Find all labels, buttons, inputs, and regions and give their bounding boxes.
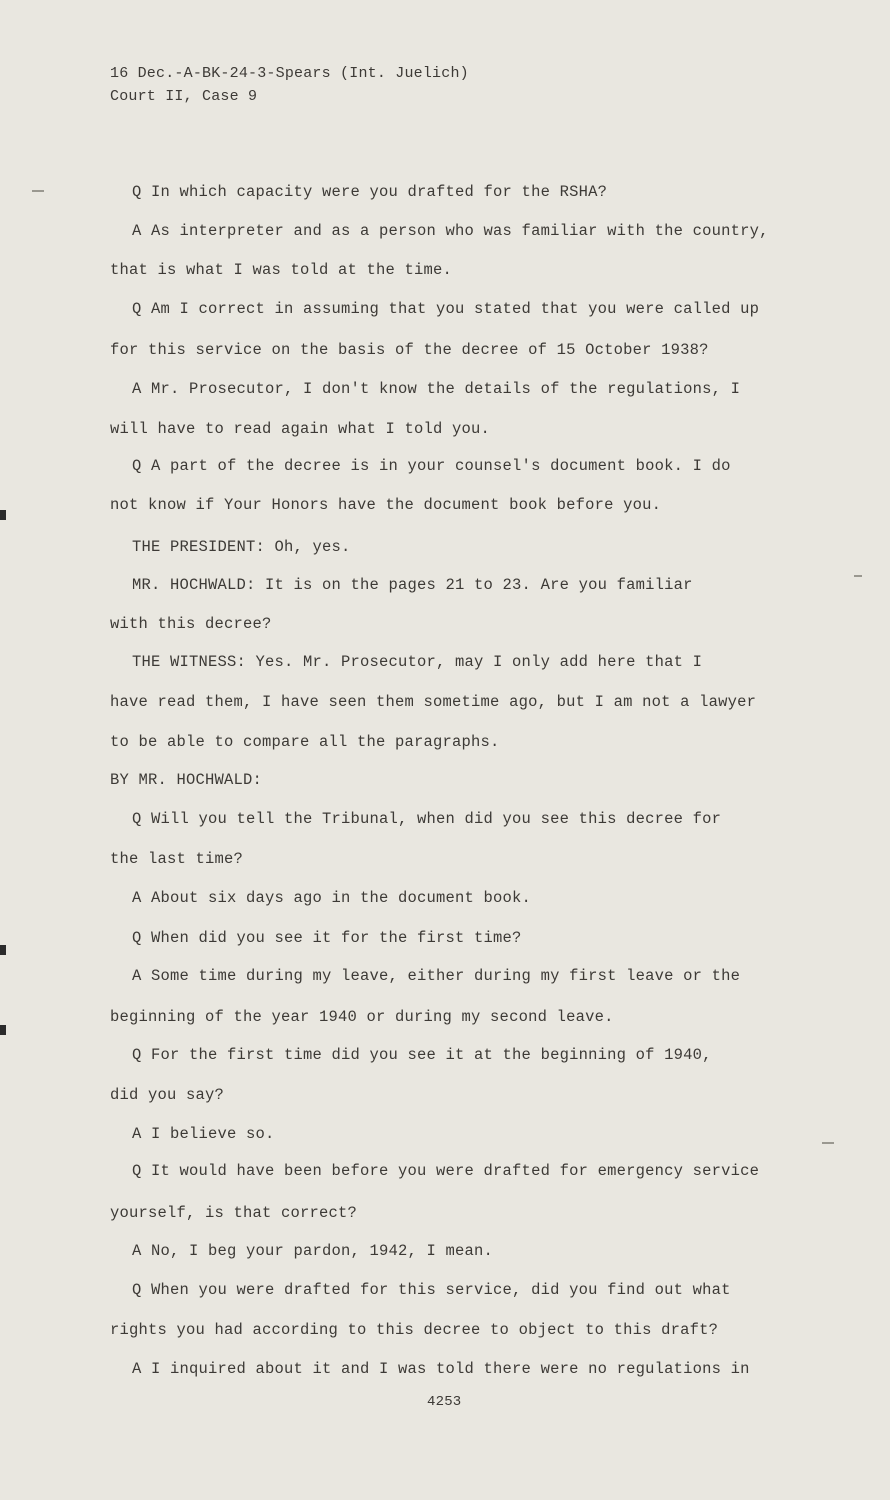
transcript-line: have read them, I have seen them sometime ago, but I am not a lawyer: [110, 693, 757, 711]
transcript-line: THE PRESIDENT: Oh, yes.: [132, 538, 351, 556]
paper-speck: [822, 1142, 834, 1144]
transcript-line: Q When did you see it for the first time?: [132, 929, 522, 947]
transcript-line: will have to read again what I told you.: [110, 420, 491, 438]
transcript-line: that is what I was told at the time.: [110, 261, 453, 279]
transcript-line: A As interpreter and as a person who was familiar with the country,: [132, 222, 769, 240]
transcript-line: rights you had according to this decree to object to this draft?: [110, 1321, 719, 1339]
transcript-line: Q Am I correct in assuming that you stated that you were called up: [132, 300, 760, 318]
transcript-line: A Some time during my leave, either during my first leave or the: [132, 967, 741, 985]
binder-hole-mark: [0, 1025, 6, 1035]
transcript-line: Q It would have been before you were drafted for emergency service: [132, 1162, 760, 1180]
paper-speck: [32, 190, 44, 192]
transcript-line: Q When you were drafted for this service, did you find out what: [132, 1281, 731, 1299]
transcript-line: with this decree?: [110, 615, 272, 633]
transcript-line: Q Will you tell the Tribunal, when did you see this decree for: [132, 810, 722, 828]
transcript-line: Q For the first time did you see it at the beginning of 1940,: [132, 1046, 712, 1064]
transcript-line: the last time?: [110, 850, 244, 868]
binder-hole-mark: [0, 510, 6, 520]
transcript-line: to be able to compare all the paragraphs.: [110, 733, 500, 751]
transcript-line: A Mr. Prosecutor, I don't know the details of the regulations, I: [132, 380, 741, 398]
transcript-line: for this service on the basis of the decree of 15 October 1938?: [110, 341, 709, 359]
transcript-line: THE WITNESS: Yes. Mr. Prosecutor, may I only add here that I: [132, 653, 703, 671]
page-number: 4253: [427, 1394, 462, 1410]
paper-speck: [854, 575, 862, 577]
transcript-line: yourself, is that correct?: [110, 1204, 358, 1222]
transcript-line: not know if Your Honors have the document book before you.: [110, 496, 662, 514]
binder-hole-mark: [0, 945, 6, 955]
transcript-line: BY MR. HOCHWALD:: [110, 771, 263, 789]
transcript-line: A I believe so.: [132, 1125, 275, 1143]
transcript-line: beginning of the year 1940 or during my second leave.: [110, 1008, 614, 1026]
transcript-line: MR. HOCHWALD: It is on the pages 21 to 23. Are you familiar: [132, 576, 693, 594]
transcript-line: A No, I beg your pardon, 1942, I mean.: [132, 1242, 494, 1260]
transcript-line: A About six days ago in the document book.: [132, 889, 532, 907]
header-line-2: Court II, Case 9: [110, 88, 258, 105]
transcript-line: A I inquired about it and I was told there were no regulations in: [132, 1360, 750, 1378]
transcript-line: Q A part of the decree is in your counsel's document book. I do: [132, 457, 731, 475]
header-line-1: 16 Dec.-A-BK-24-3-Spears (Int. Juelich): [110, 65, 469, 82]
transcript-line: did you say?: [110, 1086, 225, 1104]
transcript-line: Q In which capacity were you drafted for the RSHA?: [132, 183, 608, 201]
